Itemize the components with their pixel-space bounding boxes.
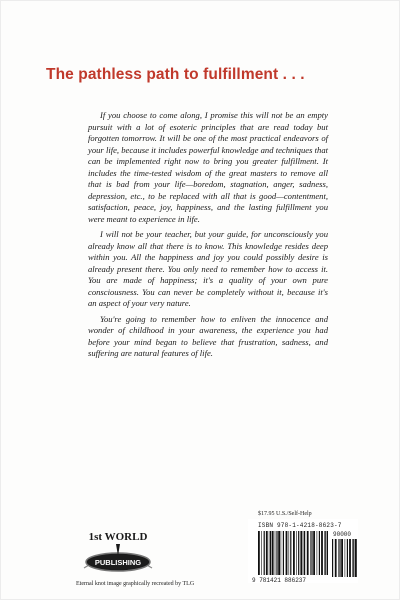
barcode-bar <box>324 531 325 575</box>
publisher-line1: 1st WORLD <box>88 531 148 543</box>
barcode-bar <box>311 531 312 575</box>
addon-barcode <box>332 539 358 577</box>
barcode-bar <box>325 531 326 575</box>
isbn-label: ISBN 978-1-4218-8623-7 <box>258 522 342 529</box>
barcode-bar <box>338 539 339 577</box>
barcode-bar <box>313 531 315 575</box>
headline: The pathless path to fulfillment . . . <box>46 66 305 83</box>
barcode-bar <box>293 531 295 575</box>
barcode-bar <box>352 539 353 577</box>
barcode-bar <box>307 531 309 575</box>
barcode-bar <box>290 531 291 575</box>
barcode-bar <box>296 531 297 575</box>
barcode-bar <box>261 531 262 575</box>
barcode-bar <box>264 531 265 575</box>
barcode-bar <box>317 531 318 575</box>
publisher-logo <box>78 522 158 578</box>
barcode-bar <box>286 531 288 575</box>
barcode-bar <box>289 531 290 575</box>
barcode-bar <box>303 531 304 575</box>
barcode-bar <box>349 539 351 577</box>
barcode-bar <box>321 531 323 575</box>
barcode-bar <box>269 531 270 575</box>
barcode-bar <box>327 531 328 575</box>
barcode-bar <box>270 531 271 575</box>
barcode-bar <box>281 531 282 575</box>
blurb-paragraph-3: You're going to remember how to enliven the innocence and wonder of childhood in your awareness, the experience you had before your mind began to believe that frustration, sadness, and suffering are natural features of life. <box>88 313 328 358</box>
barcode-bar <box>339 539 340 577</box>
barcode-bar <box>310 531 311 575</box>
barcode-bar <box>275 531 276 575</box>
barcode-bar <box>272 531 274 575</box>
barcode-number: 9 781421 886237 <box>252 577 307 584</box>
barcode-bar <box>266 531 268 575</box>
barcode-bar <box>341 539 343 577</box>
cover-blurb <box>88 110 328 364</box>
publisher-line2: PUBLISHING <box>94 558 142 567</box>
barcode-bar <box>298 531 299 575</box>
blurb-paragraph-1: If you choose to come along, I promise this will not be an empty pursuit with a lot of esoteric principles that are read today but forgotten tomorrow. It will be one of the most practical endeavors of your life, because it includes powerful knowledge and techniques that can be implemented right now to bring you greater fulfillment. It includes the time-tested wisdom of the great masters to remove all that is bad from your life—boredom, stagnation, anger, sadness, depression, etc., to be replaced with all that is good—contentment, satisfaction, peace, joy, happiness, and the lasting fulfillment you were meant to experience in life. <box>88 110 328 224</box>
blurb-paragraph-2: I will not be your teacher, but your guide, for unconsciously you already know all that there is to know. This knowledge resides deep within you. All the happiness and joy you could possibly desire is already present there. You only need to remember how to access it. You are made of happiness; it's a quality of your own pure consciousness. You can never be completely without it, because it's an aspect of your very nature. <box>88 229 328 308</box>
barcode-bar <box>347 539 348 577</box>
barcode-bar <box>345 539 346 577</box>
addon-number: 90000 <box>333 531 352 538</box>
image-credit: Eternal knot image graphically recreated by TLG <box>76 581 195 587</box>
barcode-bar <box>353 539 354 577</box>
ean-barcode <box>258 531 328 575</box>
barcode-bar <box>258 531 260 575</box>
barcode-bar <box>304 531 305 575</box>
barcode-bar <box>355 539 357 577</box>
barcode-bar <box>332 539 333 577</box>
price-label: $17.95 U.S./Self-Help <box>258 511 312 517</box>
barcode-bar <box>278 531 280 575</box>
barcode-bar <box>319 531 320 575</box>
barcode-bar <box>335 539 337 577</box>
barcode-bar <box>283 531 284 575</box>
barcode-bar <box>300 531 302 575</box>
barcode-bar <box>276 531 277 575</box>
